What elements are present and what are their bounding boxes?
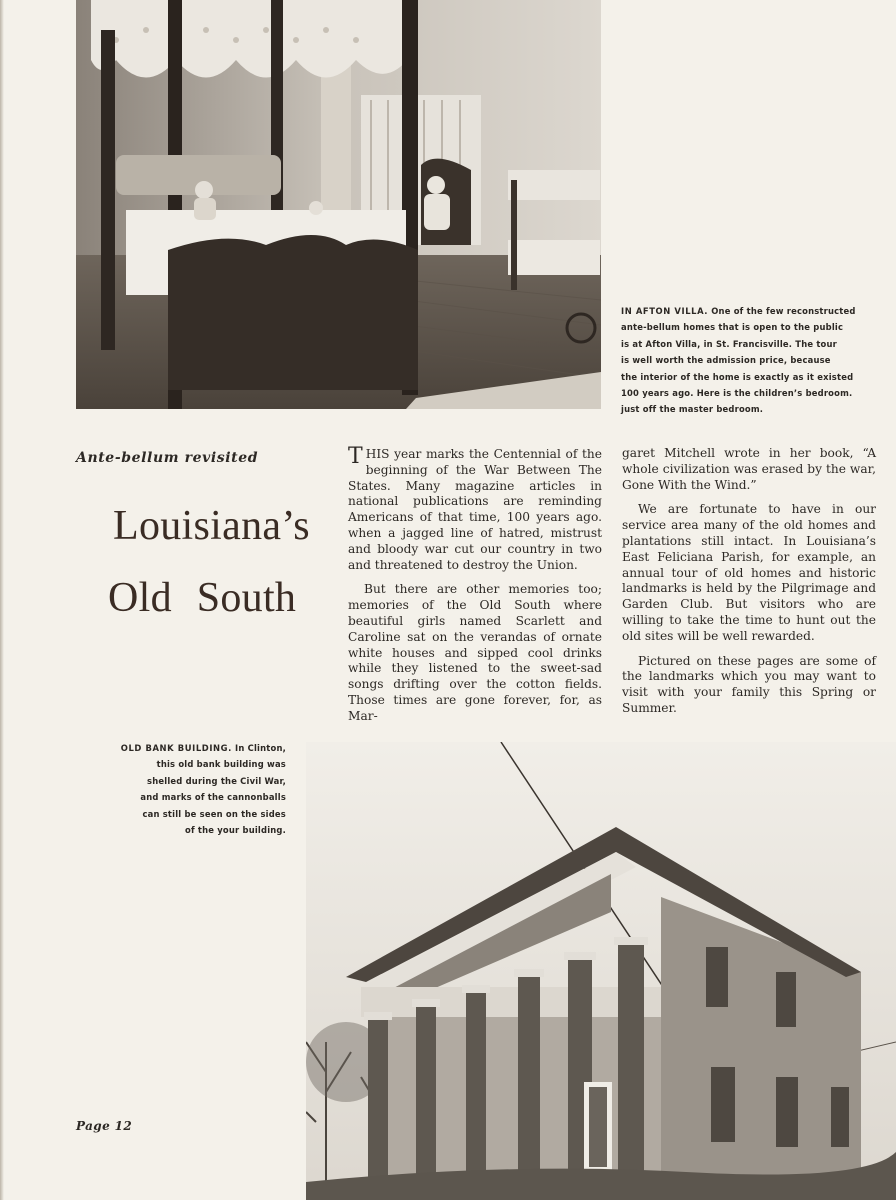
caption-line: is well worth the admission price, because	[621, 355, 831, 366]
caption-line: can still be seen on the sides	[142, 808, 286, 819]
old-bank-building-photo	[306, 742, 896, 1200]
article-column-2	[622, 446, 876, 726]
caption-line: shelled during the Civil War,	[147, 775, 286, 786]
article-column-1	[348, 444, 602, 734]
caption-lead: IN AFTON VILLA.	[621, 306, 709, 316]
caption-line: just off the master bedroom.	[621, 404, 764, 415]
article-paragraph: garet Mitchell wrote in her book, “A whole civilization was erased by the war, Gone With the Wind.”	[622, 446, 876, 492]
caption-line: 100 years ago. Here is the children’s bedroom.	[621, 388, 853, 399]
caption-line: is at Afton Villa, in St. Francisville. The tour	[621, 338, 837, 349]
caption-line	[621, 303, 879, 319]
caption-line	[96, 740, 286, 756]
page-number: Page 12	[76, 1119, 133, 1133]
caption-text: In Clinton,	[235, 743, 286, 753]
caption-line: ante-bellum homes that is open to the public	[621, 322, 844, 333]
caption-line: of the your building.	[185, 825, 286, 836]
headline-line-2: Old South	[108, 575, 297, 621]
headline-line-1: Louisiana’s	[113, 503, 310, 549]
afton-villa-bedroom-photo	[76, 0, 601, 409]
caption-line: this old bank building was	[156, 759, 286, 770]
paragraph-text: HIS year marks the Centennial of the beginning of the War Between The States. Many magazine articles in national publications are reminding Americans of that time, 100 years ago. when a jagged line of hatred, mistrust and bloody war cut our country in two and threatened to destroy the Union.	[348, 447, 602, 572]
section-kicker: Ante-bellum revisited	[76, 450, 259, 466]
afton-villa-caption	[621, 303, 879, 418]
article-paragraph: Pictured on these pages are some of the landmarks which you may want to visit with your family this Spring or Summer.	[622, 653, 876, 715]
caption-line: and marks of the cannonballs	[140, 792, 286, 803]
article-paragraph	[348, 444, 602, 573]
page-edge-shadow	[0, 0, 4, 1200]
old-bank-caption	[96, 740, 286, 838]
article-paragraph: We are fortunate to have in our service area many of the old homes and plantations still intact. In Louisiana’s East Feliciana Parish, for example, an annual tour of old homes and historic landmarks is held by the Pilgrimage and Garden Club. But visitors who are willing to take the time to hunt out the old sites will be well rewarded.	[622, 502, 876, 643]
caption-line: the interior of the home is exactly as it existed	[621, 371, 854, 382]
caption-lead: OLD BANK BUILDING.	[120, 743, 232, 753]
drop-cap: T	[348, 444, 363, 469]
caption-text: One of the few reconstructed	[711, 306, 856, 316]
article-paragraph: But there are other memories too; memories of the Old South where beautiful girls named Scarlett and Caroline sat on the verandas of ornate white houses and sipped cool drinks while they listened to the sweet-sad songs drifting over the cotton fields. Those times are gone forever, for, as Mar-	[348, 582, 602, 723]
